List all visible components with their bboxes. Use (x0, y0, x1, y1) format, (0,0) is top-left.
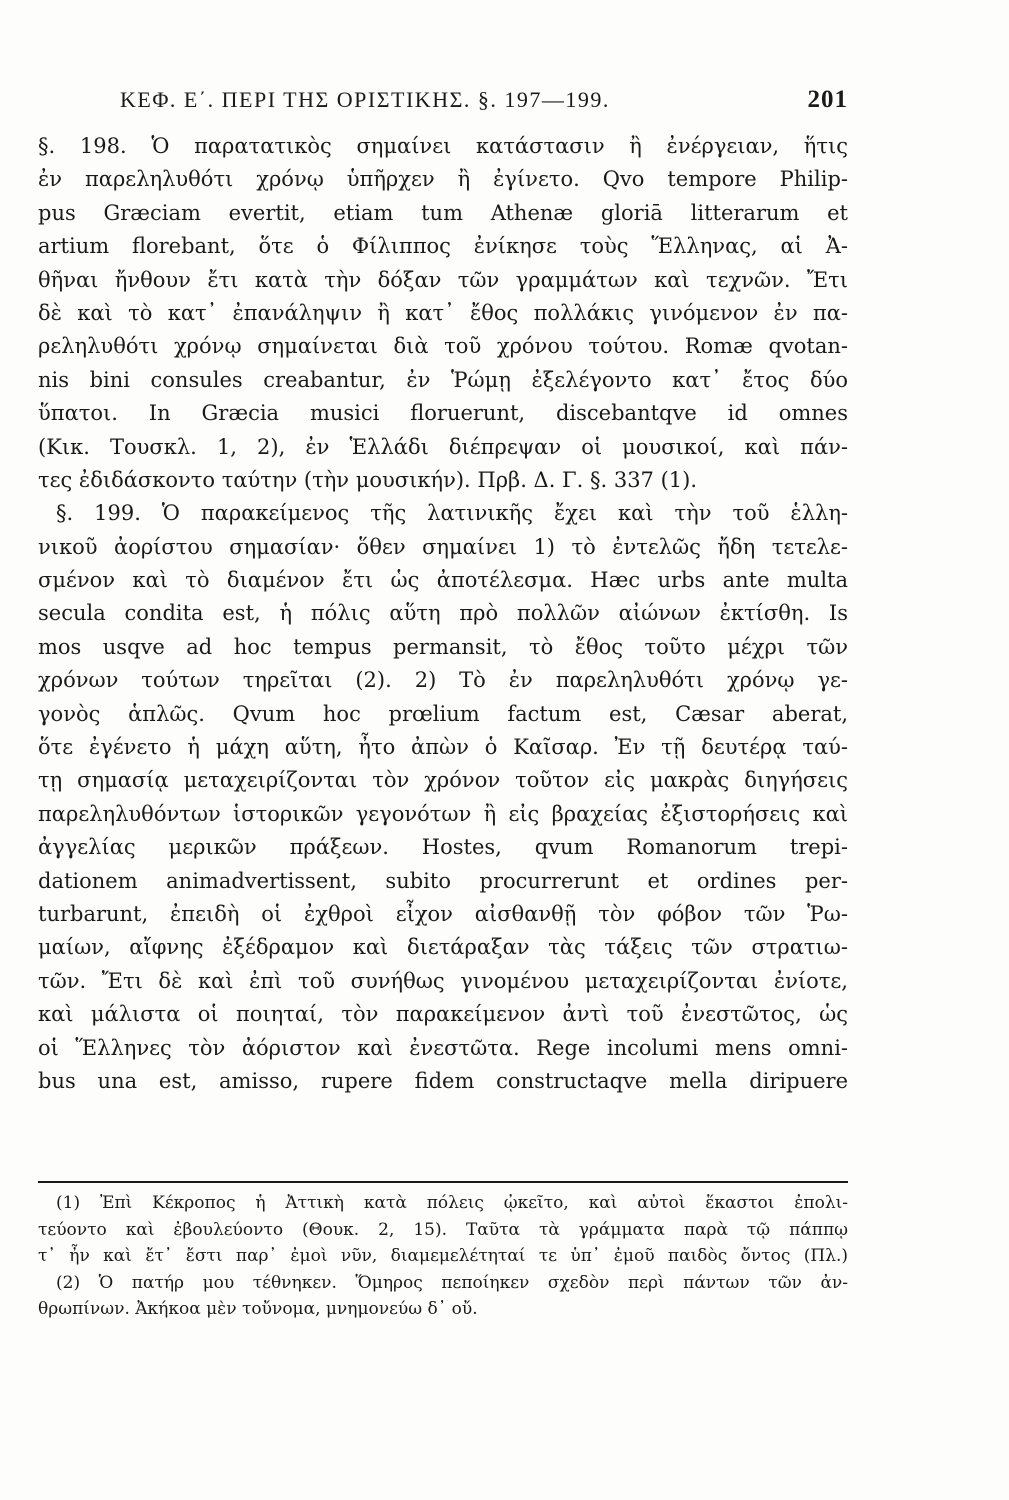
text-line: artium florebant, ὅτε ὁ Φίλιππος ἐνίκησε τοὺς Ἕλληνας, αἱ Ἀ- (38, 234, 848, 259)
text-line: χρόνων τούτων τηρεῖται (2). 2) Τὸ ἐν παρεληλυθότι χρόνῳ γε- (38, 668, 848, 693)
text-line: θῆναι ἤνθουν ἔτι κατὰ τὴν δόξαν τῶν γραμμάτων καὶ τεχνῶν. Ἔτι (38, 267, 848, 292)
text-line: §. 199. Ὁ παρακείμενος τῆς λατινικῆς ἔχει καὶ τὴν τοῦ ἑλλη- (56, 501, 848, 526)
text-line: ὅτε ἐγένετο ἡ μάχη αὕτη, ἦτο ἀπὼν ὁ Καῖσαρ. Ἐν τῇ δευτέρᾳ ταύ- (38, 735, 848, 760)
text-line: νικοῦ ἀορίστου σημασίαν· ὅθεν σημαίνει 1) τὸ ἐντελῶς ἤδη τετελε- (38, 534, 848, 559)
text-line: δὲ καὶ τὸ κατ᾽ ἐπανάληψιν ἢ κατ᾽ ἔθος πολλάκις γινόμενον ἐν πα- (38, 300, 848, 325)
text-line: τῃ σημασίᾳ μεταχειρίζονται τὸν χρόνον τοῦτον εἰς μακρὰς διηγήσεις (38, 768, 848, 793)
footnote-rule (38, 1181, 848, 1183)
text-line: mos usqve ad hoc tempus permansit, τὸ ἔθος τοῦτο μέχρι τῶν (38, 634, 848, 659)
text-line: nis bini consules creabantur, ἐν Ῥώμῃ ἐξελέγοντο κατ᾽ ἔτος δύο (38, 367, 848, 392)
text-line: σμένον καὶ τὸ διαμένον ἔτι ὡς ἀποτέλεσμα. Hæc urbs ante multa (38, 568, 848, 593)
footnote-line: θρωπίνων. Ἀκήκοα μὲν τοὔνομα, μνημονεύω δ᾽ οὔ. (38, 1299, 478, 1319)
footnote-line: (2) Ὁ πατήρ μου τέθνηκεν. Ὅμηρος πεποίηκεν σχεδὸν περὶ πάντων τῶν ἀν- (56, 1272, 848, 1293)
running-title: ΚΕΦ. Ε΄. ΠΕΡΙ ΤΗΣ ΟΡΙΣΤΙΚΗΣ. §. 197—199. (120, 87, 610, 112)
text-line: γονὸς ἁπλῶς. Qvum hoc prœlium factum est, Cæsar aberat, (38, 701, 848, 726)
text-line: secula condita est, ἡ πόλις αὕτη πρὸ πολλῶν αἰώνων ἐκτίσθη. Is (38, 601, 848, 626)
text-line: pus Græciam evertit, etiam tum Athenæ gloriā litterarum et (38, 200, 848, 225)
text-line: ὕπατοι. In Græcia musici floruerunt, discebantqve id omnes (38, 401, 848, 426)
running-head (120, 86, 848, 118)
text-line: dationem animadvertissent, subito procurrerunt et ordines per- (38, 868, 848, 893)
text-line: μαίων, αἴφνης ἐξέδραμον καὶ διετάραξαν τὰς τάξεις τῶν στρατιω- (38, 935, 848, 960)
text-line: οἱ Ἕλληνες τὸν ἀόριστον καὶ ἐνεστῶτα. Rege incolumi mens omni- (38, 1035, 848, 1060)
text-line: τῶν. Ἔτι δὲ καὶ ἐπὶ τοῦ συνήθως γινομένου μεταχειρίζονται ἐνίοτε, (38, 968, 848, 993)
main-text (38, 130, 848, 1098)
text-line: τες ἐδιδάσκοντο ταύτην (τὴν μουσικήν). Πρβ. Δ. Γ. §. 337 (1). (38, 467, 698, 492)
text-line: bus una est, amisso, rupere fidem constructaqve mella diripuere (38, 1068, 848, 1093)
footnote-line: τεύοντο καὶ ἐβουλεύοντο (Θουκ. 2, 15). Ταῦτα τὰ γράμματα παρὰ τῷ πάππῳ (38, 1219, 848, 1240)
text-line: ἀγγελίας μερικῶν πράξεων. Hostes, qvum Romanorum trepi- (38, 835, 848, 860)
footnotes (38, 1190, 848, 1323)
page-number: 201 (807, 86, 848, 113)
text-line: παρεληλυθόντων ἱστορικῶν γεγονότων ἢ εἰς βραχείας ἐξιστορήσεις καὶ (38, 801, 848, 826)
text-line: καὶ μάλιστα οἱ ποιηταί, τὸν παρακείμενον ἀντὶ τοῦ ἐνεστῶτος, ὡς (38, 1002, 848, 1027)
text-line: (Κικ. Τουσκλ. 1, 2), ἐν Ἑλλάδι διέπρεψαν οἱ μουσικοί, καὶ πάν- (38, 434, 848, 459)
footnote-line: (1) Ἐπὶ Κέκροπος ἡ Ἀττικὴ κατὰ πόλεις ᾠκεῖτο, καὶ αὐτοὶ ἕκαστοι ἐπολι- (56, 1193, 848, 1213)
text-line: ρεληλυθότι χρόνῳ σημαίνεται διὰ τοῦ χρόνου τούτου. Romæ qvotan- (38, 334, 848, 359)
text-line: turbarunt, ἐπειδὴ οἱ ἐχθροὶ εἶχον αἰσθανθῇ τὸν φόβον τῶν Ῥω- (38, 901, 848, 926)
text-line: ἐν παρεληλυθότι χρόνῳ ὑπῆρχεν ἢ ἐγίνετο. Qvo tempore Philip- (38, 167, 848, 192)
text-line: §. 198. Ὁ παρατατικὸς σημαίνει κατάστασιν ἢ ἐνέργειαν, ἥτις (38, 134, 848, 158)
footnote-line: τ᾽ ἦν καὶ ἔτ᾽ ἔστι παρ᾽ ἐμοὶ νῦν, διαμεμελέτηταί τε ὑπ᾽ ἐμοῦ παιδὸς ὄντος (Πλ.) (38, 1246, 848, 1266)
